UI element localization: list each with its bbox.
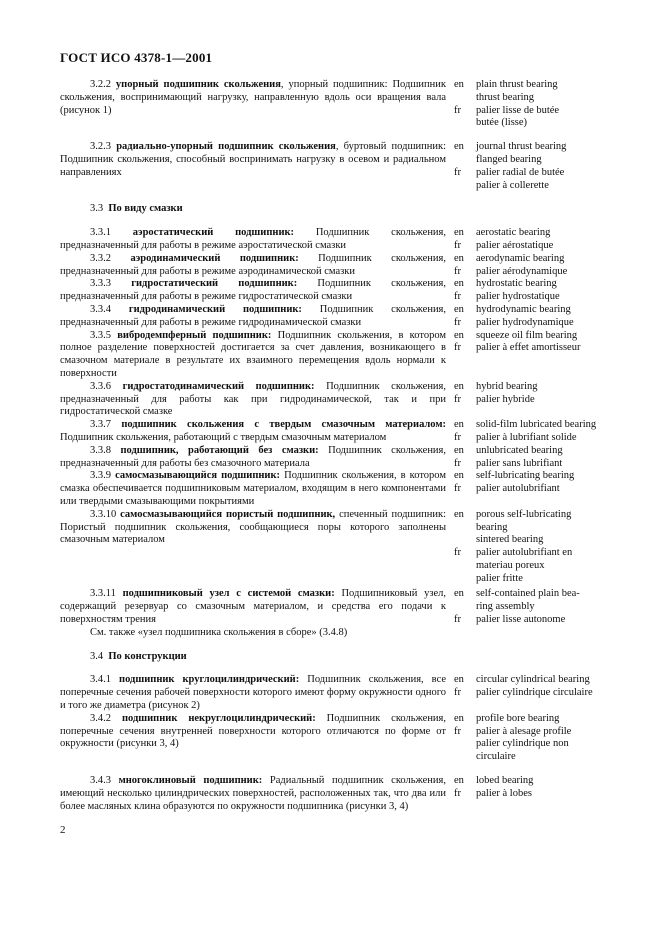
- entry-number: 3.2.2: [90, 79, 111, 90]
- entry-term: упорный подшипник скольжения: [115, 79, 281, 90]
- term-entry: 3.3.7 подшипник скольжения с твердым смазочным материалом: Подшипник скольжения, работающий с твердым смазочным материалом en solid-film lubricated bearing fr palier à lubrifiant solide: [60, 419, 620, 445]
- en-term: plain thrust bearing: [476, 79, 558, 90]
- fr-term: palier sans lubrifiant: [476, 457, 563, 469]
- section-heading-3-3: 3.3 По виду смазки: [90, 203, 183, 215]
- en-term: bearing: [476, 521, 508, 533]
- fr-term: palier hybride: [476, 393, 535, 405]
- en-term: aerostatic bearing: [476, 227, 551, 239]
- term-entry: 3.4.3 многоклиновый подшипник: Радиальный подшипник скольжения, имеющий несколько цилиндрических поверхностей, расположенных так, что два или более масляных клина образуются по окружности подшипника (рисунки 3, 4) en lobed bearing fr palier à lobes: [60, 775, 620, 813]
- en-term: circular cylindrical bearing: [476, 674, 590, 686]
- fr-term: palier autolubrifiant: [476, 483, 560, 495]
- en-term: sintered bearing: [476, 534, 544, 546]
- fr-term: palier à lobes: [476, 787, 532, 799]
- see-also-note: См. также «узел подшипника скольжения в сборе» (3.4.8): [90, 626, 348, 638]
- en-term: self-lubricating bearing: [476, 470, 575, 482]
- en-term: porous self-lubricating: [476, 508, 572, 520]
- fr-term: palier fritte: [476, 572, 523, 584]
- fr-term: palier à collerette: [476, 179, 549, 191]
- en-term: flanged bearing: [476, 153, 542, 165]
- en-term: hydrodynamic bearing: [476, 303, 571, 315]
- entry-term: радиально-упорный подшипник скольжения: [116, 141, 336, 153]
- fr-term: circulaire: [476, 751, 516, 763]
- term-entry: 3.3.1 аэростатический подшипник: Подшипник скольжения, предназначенный для работы в режиме аэростатической смазки en aerostatic bearing fr palier aérostatique: [60, 227, 620, 253]
- fr-term: palier autolubrifiant en: [476, 547, 573, 559]
- fr-term: palier aérodynamique: [476, 265, 568, 277]
- fr-term: palier hydrodynamique: [476, 316, 574, 328]
- fr-term: palier radial de butée: [476, 166, 565, 178]
- term-entry: 3.4.1 подшипник круглоцилиндрический: Подшипник скольжения, все поперечные сечения рабочей поверхности которого имеют форму окружности одного и того же диаметра (рисунок 2) en circular cylindrical bearing fr palier cylindrique circulaire: [60, 674, 620, 712]
- document-header: ГОСТ ИСО 4378-1—2001: [60, 50, 213, 65]
- en-term: thrust bearing: [476, 91, 535, 103]
- en-term: solid-film lubricated bearing: [476, 419, 597, 431]
- fr-term: palier cylindrique non: [476, 738, 569, 750]
- fr-term: palier à alesage profile: [476, 725, 572, 737]
- document-body: [60, 79, 620, 813]
- page-number: 2: [60, 824, 66, 836]
- en-term: squeeze oil film bearing: [476, 329, 578, 341]
- en-term: hybrid bearing: [476, 380, 538, 392]
- fr-term: palier lisse de butée: [476, 104, 560, 116]
- term-entry: 3.3.11 подшипниковый узел с системой смазки: Подшипниковый узел, содержащий резервуар со смазочным материалом, и средства его подачи к поверхностям трения en self-contained plain bea- ring assembly fr palier lisse autonome: [60, 588, 620, 626]
- term-entry: 3.3.10 самосмазывающийся пористый подшипник, спеченный подшипник: Пористый подшипник скольжения, сообщающиеся поры которого заполнены смазочным материалом en porous self-lubricating bearing sintered bearing fr palier autolubrifiant en materiau poreux palier fritte: [60, 509, 620, 586]
- fr-term: palier cylindrique circulaire: [476, 687, 593, 699]
- section-heading-3-4: 3.4 По конструкции: [90, 650, 187, 662]
- en-term: hydrostatic bearing: [476, 278, 557, 290]
- en-term: profile bore bearing: [476, 712, 560, 724]
- fr-term: palier à lubrifiant solide: [476, 431, 577, 443]
- en-term: aerodynamic bearing: [476, 252, 565, 264]
- entry-definition: , упорный подшипник: Подшипник скольжения, воспринимающий нагрузку, направленную вдоль оси вращения вала (рисунок 1): [60, 79, 446, 116]
- en-term: self-contained plain bea-: [476, 588, 580, 600]
- entry-definition: , буртовый подшипник: Подшипник скольжения, способный воспринимать нагрузку в осевом и радиальном направлениях: [60, 141, 447, 178]
- fr-term: palier aérostatique: [476, 239, 554, 251]
- en-term: journal thrust bearing: [476, 141, 567, 153]
- fr-term: palier à effet amortisseur: [476, 342, 581, 354]
- term-entry: 3.3.8 подшипник, работающий без смазки: Подшипник скольжения, предназначенный для работы без смазочного материала en unlubricated bearing fr palier sans lubrifiant: [60, 445, 620, 471]
- term-entry: 3.3.4 гидродинамический подшипник: Подшипник скольжения, предназначенный для работы в режиме гидродинамической смазки en hydrodynamic bearing fr palier hydrodynamique: [60, 304, 620, 330]
- term-entry: 3.2.2 упорный подшипник скольжения, упорный подшипник: Подшипник скольжения, воспринимающий нагрузку, направленную вдоль оси вращения вала (рисунок 1) en plain thrust bearing thrust bearing fr palier lisse de butée butée (lisse): [60, 79, 620, 130]
- term-entry: 3.4.2 подшипник некруглоцилиндрический: Подшипник скольжения, поперечные сечения внутренней поверхности которого отличаются по форме от окружности (рисунки 3, 4) en profile bore bearing fr palier à alesage profile palier cylindrique non circulaire: [60, 713, 620, 764]
- term-entry: 3.3.3 гидростатический подшипник: Подшипник скольжения, предназначенный для работы в режиме гидростатической смазки en hydrostatic bearing fr palier hydrostatique: [60, 278, 620, 304]
- fr-term: materiau poreux: [476, 559, 545, 571]
- term-entry: 3.3.6 гидростатодинамический подшипник: Подшипник скольжения, предназначенный для работы как при гидродинамической, так и при гидростатической смазке en hybrid bearing fr palier hybride: [60, 381, 620, 419]
- fr-term: palier lisse autonome: [476, 614, 566, 626]
- term-entry: 3.3.2 аэродинамический подшипник: Подшипник скольжения, предназначенный для работы в режиме аэродинамической смазки en aerodynamic bearing fr palier aérodynamique: [60, 253, 620, 279]
- entry-number: 3.2.3: [90, 141, 111, 153]
- en-term: unlubricated bearing: [476, 444, 563, 456]
- fr-term: butée (lisse): [476, 117, 528, 129]
- term-entry: 3.3.9 самосмазывающийся подшипник: Подшипник скольжения, в котором смазка обеспечивается подшипниковым материалом, входящим в него компонентами или твердыми смазывающими покрытиями en self-lubricating bearing fr palier autolubrifiant: [60, 470, 620, 508]
- en-term: lobed bearing: [476, 775, 534, 787]
- term-entry: 3.3.5 вибродемпферный подшипник: Подшипник скольжения, в котором полное разделение поверхностей достигается за счет давления, возникающего в смазочном материале в результате их взаимного перемещения вдоль нормали к поверхности en squeeze oil film bearing fr palier à effet amortisseur: [60, 330, 620, 381]
- term-entry: 3.2.3 радиально-упорный подшипник скольжения, буртовый подшипник: Подшипник скольжения, способный воспринимать нагрузку в осевом и радиальном направлениях en journal thrust bearing flanged bearing fr palier radial de butée palier à collerette: [60, 141, 620, 192]
- fr-term: palier hydrostatique: [476, 291, 560, 303]
- en-term: ring assembly: [476, 601, 535, 613]
